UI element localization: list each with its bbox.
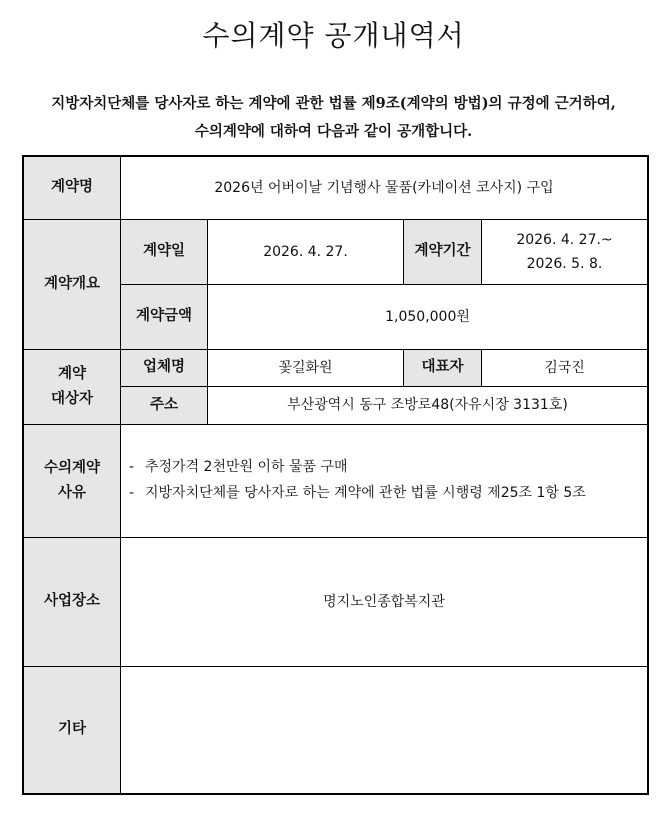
dash-mark: - (129, 485, 135, 501)
contract-overview-label: 계약개요 (24, 220, 120, 349)
grid-line (403, 219, 404, 284)
intro-text-line1: 지방자치단체를 당사자로 하는 계약에 관한 법률 제9조(계약의 방법)의 규정에 근거하여, (51, 95, 616, 112)
grid-line (24, 219, 647, 220)
reason-label-line1: 수의계약 (43, 459, 101, 476)
reason-label (24, 425, 120, 537)
contract-party-label (24, 350, 120, 424)
etc-label: 기타 (24, 667, 120, 793)
business-site-label: 사업장소 (24, 538, 120, 666)
ceo-value: 김국진 (544, 359, 585, 376)
grid-line (120, 157, 121, 793)
etc-value (121, 667, 647, 793)
contract-period-end: 2026. 5. 8. (526, 256, 603, 272)
contract-date-value: 2026. 4. 27. (263, 243, 348, 260)
grid-line (120, 386, 647, 387)
business-site-value: 명지노인종합복지관 (323, 593, 445, 610)
intro-text-line2: 수의계약에 대하여 다음과 같이 공개합니다. (194, 123, 473, 140)
reason-item-text: 지방자치단체를 당사자로 하는 계약에 관한 법률 시행령 제25조 1항 5조 (145, 485, 586, 501)
contract-party-label-line1: 계약 (57, 365, 86, 382)
ceo-label: 대표자 (404, 350, 481, 386)
grid-line (207, 219, 208, 424)
grid-line (24, 537, 647, 538)
address-label: 주소 (121, 387, 207, 424)
contract-date-label: 계약일 (121, 220, 207, 284)
grid-line (24, 424, 647, 425)
contract-name-value: 2026년 어버이날 기념행사 물품(카네이션 코사지) 구입 (214, 179, 554, 196)
contract-period-start: 2026. 4. 27.~ (516, 231, 613, 248)
contract-period-value (482, 220, 647, 284)
contract-amount-value: 1,050,000원 (385, 308, 470, 325)
contract-amount-label: 계약금액 (121, 285, 207, 349)
grid-line (24, 349, 647, 350)
reason-item (129, 455, 647, 481)
reason-label-line2: 사유 (57, 485, 86, 501)
reason-item (129, 481, 647, 507)
grid-line (403, 349, 404, 386)
contract-period-label: 계약기간 (404, 220, 481, 284)
contract-disclosure-table (22, 155, 649, 795)
contract-party-label-line2: 대상자 (50, 391, 94, 407)
company-name-value: 꽃길화원 (278, 359, 333, 376)
grid-line (481, 219, 482, 284)
reason-item-text: 추정가격 2천만원 이하 물품 구매 (145, 459, 348, 476)
address-value: 부산광역시 동구 조방로48(자유시장 3131호) (287, 397, 568, 414)
reason-list (121, 425, 647, 537)
document-title: 수의계약 공개내역서 (202, 19, 465, 52)
contract-name-label: 계약명 (24, 157, 120, 219)
dash-mark: - (129, 459, 135, 476)
grid-line (24, 666, 647, 667)
grid-line (120, 284, 647, 285)
company-name-label: 업체명 (121, 350, 207, 386)
grid-line (481, 349, 482, 386)
